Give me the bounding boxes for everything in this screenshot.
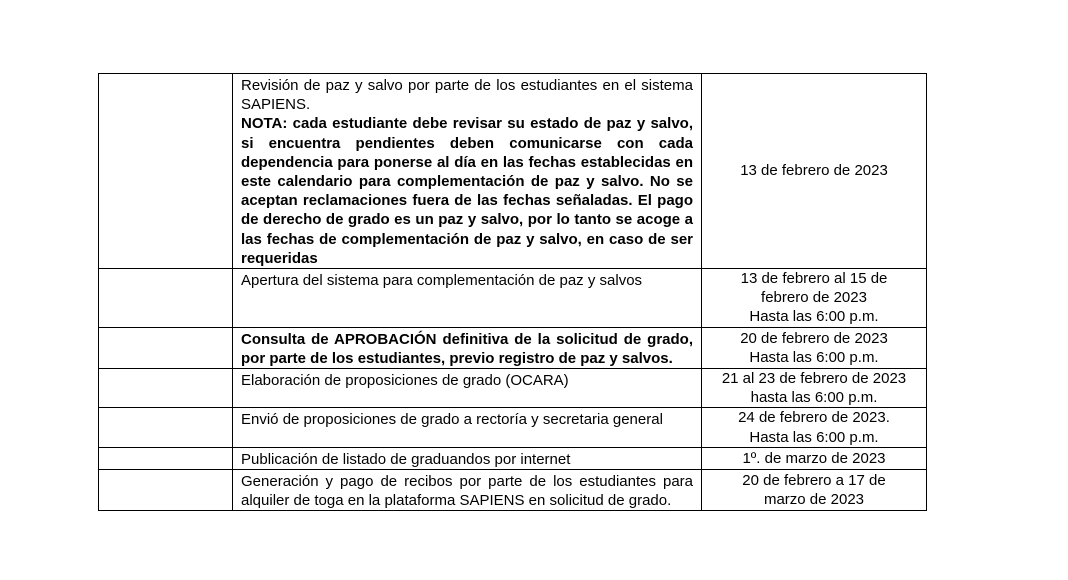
date-cell xyxy=(702,447,927,469)
activity-cell xyxy=(233,74,702,269)
activity-text: Envió de proposiciones de grado a rectoría y secretaria general xyxy=(241,411,663,429)
date-line: Hasta las 6:00 p.m. xyxy=(749,428,879,446)
activity-text: definitiva de la solicitud de grado, por parte de los estudiantes, previo registro de paz y salvos. xyxy=(241,330,694,367)
date-line: 20 de febrero de 2023 xyxy=(740,329,888,347)
table-row xyxy=(99,74,927,269)
date-line: 13 de febrero de 2023 xyxy=(740,162,888,180)
activity-text: Publicación de listado de graduandos por internet xyxy=(241,450,571,468)
date-cell xyxy=(702,408,927,447)
date-line: marzo de 2023 xyxy=(763,491,865,509)
blank-cell xyxy=(99,74,233,269)
activity-text: Generación y pago de recibos por parte de los estudiantes para alquiler de toga en la plataforma SAPIENS en solicitud de grado. xyxy=(241,473,693,510)
activity-cell xyxy=(233,327,702,368)
table-row xyxy=(99,470,927,511)
date-line: 1º. de marzo de 2023 xyxy=(742,449,886,467)
date-line: hasta las 6:00 p.m. xyxy=(750,389,878,407)
date-line: 20 de febrero a 17 de xyxy=(742,472,886,490)
activity-text: APROBACIÓN xyxy=(334,330,437,348)
activity-cell xyxy=(233,269,702,328)
date-line: Hasta las 6:00 p.m. xyxy=(749,348,879,366)
activity-text: NOTA: cada estudiante debe revisar su estado de paz y salvo, si encuentra pendientes deben comunicarse con cada dependencia para ponerse al día en las fechas establecidas en este calendario para complementación de paz y salvo. No se aceptan reclamaciones fuera de las fechas señaladas. El pago de derecho de grado es un paz y salvo, por lo tanto se acoge a las fechas de complementación de paz y salvo, en caso de ser requeridas xyxy=(241,115,693,267)
date-line: febrero de 2023 xyxy=(761,289,867,307)
blank-cell xyxy=(99,369,233,408)
blank-cell xyxy=(99,470,233,511)
activity-text: Consulta de xyxy=(241,330,334,348)
table-row xyxy=(99,408,927,447)
date-cell xyxy=(702,269,927,328)
date-line: Hasta las 6:00 p.m. xyxy=(749,308,879,326)
table-row xyxy=(99,269,927,328)
table-row xyxy=(99,447,927,469)
date-line: 24 de febrero de 2023. xyxy=(738,409,890,427)
blank-cell xyxy=(99,327,233,368)
blank-cell xyxy=(99,447,233,469)
date-line: 13 de febrero al 15 de xyxy=(740,270,888,288)
calendar-table-body xyxy=(99,74,927,511)
activity-cell xyxy=(233,408,702,447)
activity-text: Revisión de paz y salvo por parte de los estudiantes en el sistema SAPIENS. xyxy=(241,77,693,114)
table-row xyxy=(99,369,927,408)
date-line: 21 al 23 de febrero de 2023 xyxy=(721,370,907,388)
blank-cell xyxy=(99,408,233,447)
activity-cell xyxy=(233,447,702,469)
date-cell xyxy=(702,327,927,368)
activity-cell xyxy=(233,369,702,408)
activity-text: Elaboración de proposiciones de grado (OCARA) xyxy=(241,372,569,390)
date-cell xyxy=(702,369,927,408)
activity-text: Apertura del sistema para complementación de paz y salvos xyxy=(241,272,643,290)
table-row xyxy=(99,327,927,368)
date-cell xyxy=(702,470,927,511)
date-cell xyxy=(702,74,927,269)
blank-cell xyxy=(99,269,233,328)
calendar-table xyxy=(98,73,927,511)
activity-cell xyxy=(233,470,702,511)
